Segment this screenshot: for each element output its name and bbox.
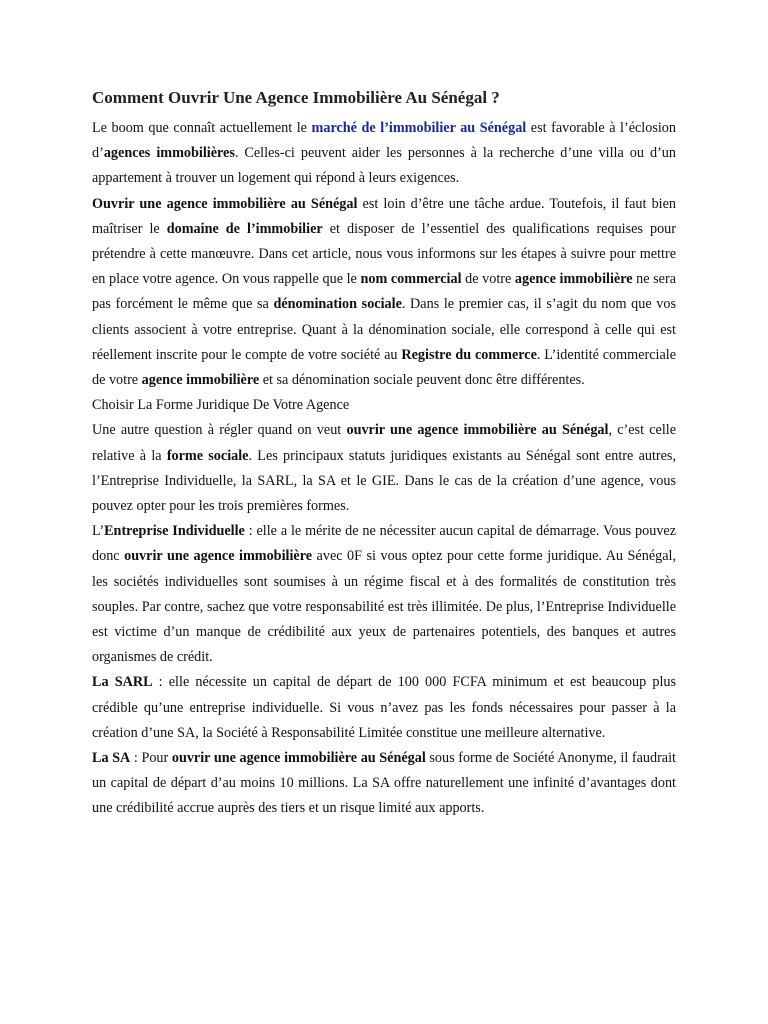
text-run: : Pour [130,750,172,767]
section-heading: Choisir La Forme Juridique De Votre Agence [92,397,350,414]
paragraph-overview [92,192,676,394]
document-page [92,84,676,822]
text-run: et disposer de l’essentiel des qualifications requises pour prétendre à cette manœuvre. Dans cet article, nous vous informons sur les étapes à suivre pour mettre en place votre agence. On vous rappelle que le [92,220,676,288]
text-run: ne sera pas forcément le même que sa [92,271,676,313]
text-run: , c’est celle relative à la [92,422,677,464]
paragraph-intro [92,116,676,192]
text-run: . Dans le premier cas, il s’agit du nom que vos clients associent à votre entreprise. Quant à la dénomination sociale, elle correspond à celle qui est réellement inscrite pour le compte de votre société au [92,296,676,363]
text-run: sous forme de Société Anonyme, il faudrait un capital de départ d’au moins 10 millions. La SA offre naturellement une infinité d’avantages dont une crédibilité accrue auprès des tiers et un risque limité aux apports. [92,750,676,817]
bold-text: Registre du commerce [401,346,537,363]
bold-text: nom commercial [360,271,462,288]
bold-text: ouvrir une agence immobilière [124,548,313,565]
text-run: : elle nécessite un capital de départ de 100 000 FCFA minimum et est beaucoup plus crédible qu’une entreprise individuelle. Si vous n’avez pas les fonds nécessaires pour passer à la création d’une SA, la Société à Responsabilité Limitée constitue une meilleure alternative. [92,674,676,741]
bold-text: domaine de l’immobilier [166,220,323,237]
text-run: : elle a le mérite de ne nécessiter aucun capital de démarrage. Vous pouvez donc [92,523,677,565]
bold-text: agences immobilières [103,145,235,162]
inline-link[interactable]: marché de l’immobilier au Sénégal [311,120,527,136]
bold-text: ouvrir une agence immobilière au Sénégal [346,422,609,439]
text-run: et sa dénomination sociale peuvent donc être différentes. [259,372,585,389]
text-run: Une autre question à régler quand on veut [92,422,347,439]
paragraph-sarl [92,670,676,746]
text-run: est favorable à l’éclosion d’ [92,120,676,162]
bold-text: Ouvrir une agence immobilière au Sénégal [92,195,358,212]
page-title: Comment Ouvrir Une Agence Immobilière Au Sénégal ? [92,88,500,107]
bold-text: agence immobilière [141,372,260,389]
bold-text: agence immobilière [514,271,633,288]
paragraph-legal-form [92,418,676,519]
bold-text: ouvrir une agence immobilière au Sénégal [171,750,426,767]
text-run: est loin d’être une tâche ardue. Toutefois, il faut bien maîtriser le [92,195,676,237]
text-run: avec 0F si vous optez pour cette forme juridique. Au Sénégal, les sociétés individuelles sont soumises à un régime fiscal et à des formalités de constitution très souples. Par contre, sachez que votre responsabilité est très illimitée. De plus, l’Entreprise Individuelle est victime d’un manque de crédibilité aux yeux de partenaires potentiels, des banques et autres organismes de crédit. [92,548,676,666]
bold-text: forme sociale [166,447,249,464]
text-run: de votre [461,271,515,288]
bold-text: La SA [92,750,131,767]
text-run: . Les principaux statuts juridiques existants au Sénégal sont entre autres, l’Entreprise Individuelle, la SARL, la SA et le GIE. Dans le cas de la création d’une agence, vous pouvez opter pour les trois premières formes. [92,447,676,515]
text-run: L’ [92,523,105,540]
paragraph-entreprise-individuelle [92,519,676,670]
bold-text: Entreprise Individuelle [104,523,245,540]
text-run: . Celles-ci peuvent aider les personnes à la recherche d’une villa ou d’un appartement à trouver un logement qui répond à leurs exigences. [92,145,676,187]
text-run: . L’identité commerciale de votre [92,346,676,389]
text-run: Le boom que connaît actuellement le [92,120,312,136]
paragraph-sa [92,746,676,822]
bold-text: dénomination sociale [273,296,402,313]
bold-text: La SARL [92,674,153,691]
